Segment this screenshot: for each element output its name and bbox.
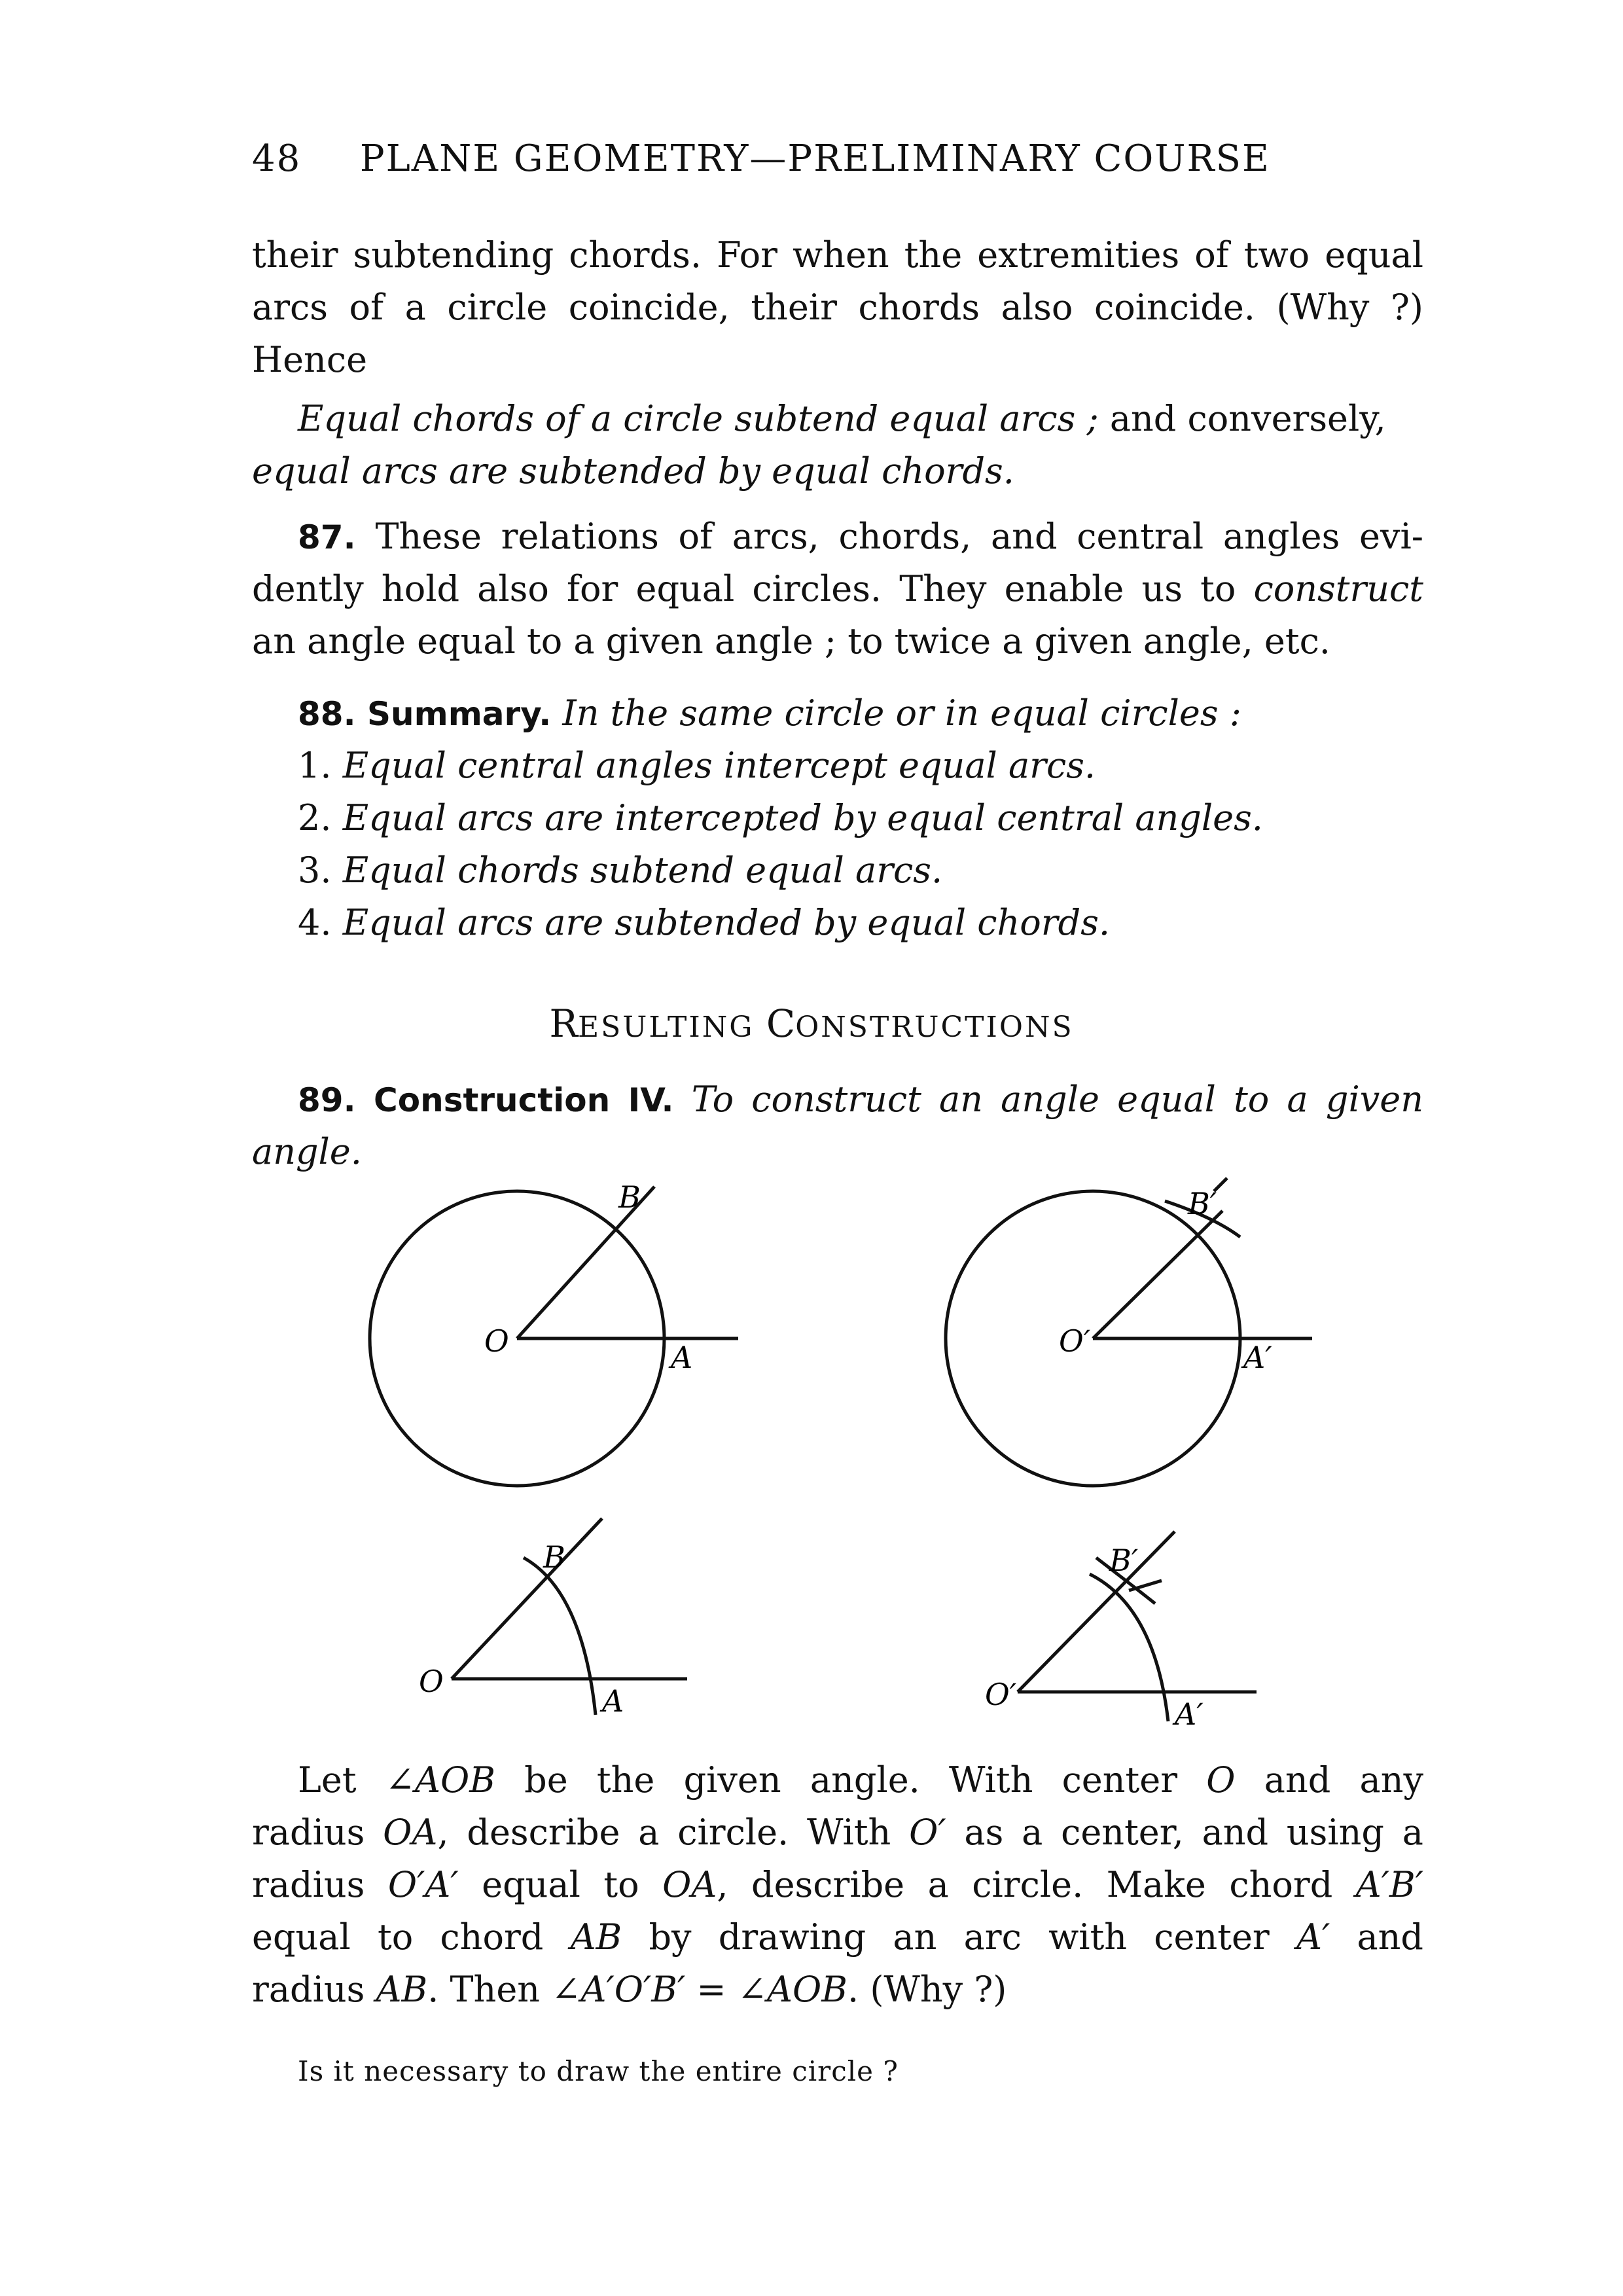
- label-o: O: [419, 1664, 444, 1699]
- section-88-number: 88: [298, 695, 344, 733]
- label-o: O: [484, 1323, 509, 1359]
- heading-rest-c: ONSTRUCTIONS: [795, 1011, 1074, 1044]
- proof-text: , describe a circle. With: [437, 1812, 910, 1853]
- heading-cap-r: R: [549, 1001, 579, 1046]
- intro-line-2: arcs of a circle coincide, their chords also coincide. (Why ?): [252, 287, 1423, 328]
- theorem-italic-1: Equal chords of a circle subtend equal arcs ;: [298, 398, 1099, 439]
- theorem-line-2: equal arcs are subtended by equal chords.: [252, 450, 1014, 492]
- proof-line-4: [252, 1911, 1423, 1964]
- proof-text: radius: [252, 1864, 388, 1905]
- proof-text: Let: [298, 1759, 385, 1801]
- summary-item-text: Equal central angles intercept equal arcs.: [342, 745, 1096, 786]
- section-87-text-1: These relations of arcs, chords, and central angles evi-: [375, 516, 1423, 557]
- section-87-text-2: dently hold also for equal circles. They enable us to: [252, 568, 1254, 609]
- proof-text: . Then: [427, 1969, 552, 2010]
- arc-bottom-left: [524, 1558, 596, 1715]
- proof-line-3: [252, 1859, 1423, 1911]
- intro-line-3: Hence: [252, 339, 368, 380]
- section-87-number: 87: [298, 518, 344, 556]
- label-o-prime: O′: [1059, 1323, 1091, 1359]
- proof-text: and: [1330, 1916, 1423, 1958]
- proof-math: A′B′: [1355, 1864, 1423, 1905]
- section-88-lead: In the same circle or in equal circles :: [562, 692, 1241, 734]
- label-b: B: [618, 1179, 641, 1215]
- proof-math: ∠A′O′B′: [551, 1969, 686, 2010]
- proof-math: ∠AOB: [385, 1759, 495, 1801]
- section-89-statement-1: To construct an angle equal to a given: [691, 1079, 1424, 1120]
- section-87-italic: construct: [1253, 568, 1423, 609]
- proof-line-1: [298, 1754, 1423, 1806]
- proof-text: radius: [252, 1969, 376, 2010]
- label-b-prime: B′: [1109, 1543, 1139, 1578]
- proof-math: AB: [376, 1969, 428, 2010]
- proof-text: , describe a circle. Make chord: [717, 1864, 1356, 1905]
- label-b: B: [543, 1539, 565, 1575]
- summary-item-text: Equal arcs are intercepted by equal central angles.: [342, 797, 1263, 838]
- section-87-line-3: an angle equal to a given angle ; to twice a given angle, etc.: [252, 620, 1330, 662]
- heading-rest-r: ESULTING: [578, 1011, 755, 1044]
- label-a: A: [671, 1340, 693, 1375]
- ray-ob-right: [1093, 1211, 1222, 1338]
- summary-item-number: 2.: [298, 797, 332, 838]
- summary-item-number: 1.: [298, 745, 332, 786]
- heading-cap-c: C: [766, 1001, 796, 1046]
- summary-item-text: Equal arcs are subtended by equal chords.: [342, 902, 1111, 943]
- label-a: A: [602, 1683, 624, 1719]
- section-89-number: 89: [298, 1081, 344, 1119]
- label-a-prime: A′: [1243, 1340, 1272, 1375]
- proof-text: equal to chord: [252, 1916, 571, 1958]
- proof-math: O′A′: [387, 1864, 459, 1905]
- proof-line-5: [252, 1964, 1423, 2016]
- section-89-line-1: 89. Construction IV. To construct an angle equal to a given: [298, 1079, 1424, 1120]
- section-89-title: Construction IV.: [374, 1081, 674, 1119]
- proof-math: OA: [383, 1812, 438, 1853]
- running-title: PLANE GEOMETRY—PRELIMINARY COURSE: [359, 137, 1270, 180]
- proof-text: be the given angle. With center: [495, 1759, 1207, 1801]
- ray-ob-bottom-right: [1018, 1532, 1175, 1692]
- proof-math: AB: [570, 1916, 622, 1958]
- arc-bottom-right: [1090, 1574, 1168, 1721]
- proof-math: O′: [909, 1812, 946, 1853]
- summary-item-text: Equal chords subtend equal arcs.: [342, 850, 943, 891]
- proof-math: O: [1206, 1759, 1236, 1801]
- section-88-head: 88. Summary. In the same circle or in equal circles :: [298, 692, 1241, 734]
- proof-math: A′: [1296, 1916, 1330, 1958]
- proof-text: as a center, and using a: [946, 1812, 1423, 1853]
- label-b-prime: B′: [1188, 1186, 1217, 1221]
- proof-line-2: [252, 1806, 1423, 1859]
- section-88-title: Summary.: [367, 695, 552, 733]
- proof-text: equal to: [458, 1864, 663, 1905]
- section-87-line-1: 87. These relations of arcs, chords, and central angles evi-: [298, 516, 1423, 557]
- ray-ob-bottom-left: [452, 1518, 602, 1679]
- proof-math: OA: [662, 1864, 717, 1905]
- proof-text: by drawing an arc with center: [622, 1916, 1296, 1958]
- proof-text: and any: [1235, 1759, 1423, 1801]
- proof-text: radius: [252, 1812, 383, 1853]
- summary-item-number: 4.: [298, 902, 332, 943]
- exercise-question: Is it necessary to draw the entire circle ?: [298, 2055, 899, 2087]
- proof-math: ∠AOB: [737, 1969, 847, 2010]
- label-a-prime: A′: [1175, 1696, 1204, 1732]
- label-o-prime: O′: [985, 1677, 1017, 1712]
- intro-line-1: their subtending chords. For when the extremities of two equal: [252, 234, 1423, 276]
- section-89-statement-2: angle.: [252, 1131, 362, 1172]
- proof-text: =: [685, 1969, 738, 2010]
- theorem-plain-1: and conversely,: [1098, 398, 1386, 439]
- proof-text: . (Why ?): [847, 1969, 1007, 2010]
- summary-item-number: 3.: [298, 850, 332, 891]
- page-number: 48: [252, 137, 302, 180]
